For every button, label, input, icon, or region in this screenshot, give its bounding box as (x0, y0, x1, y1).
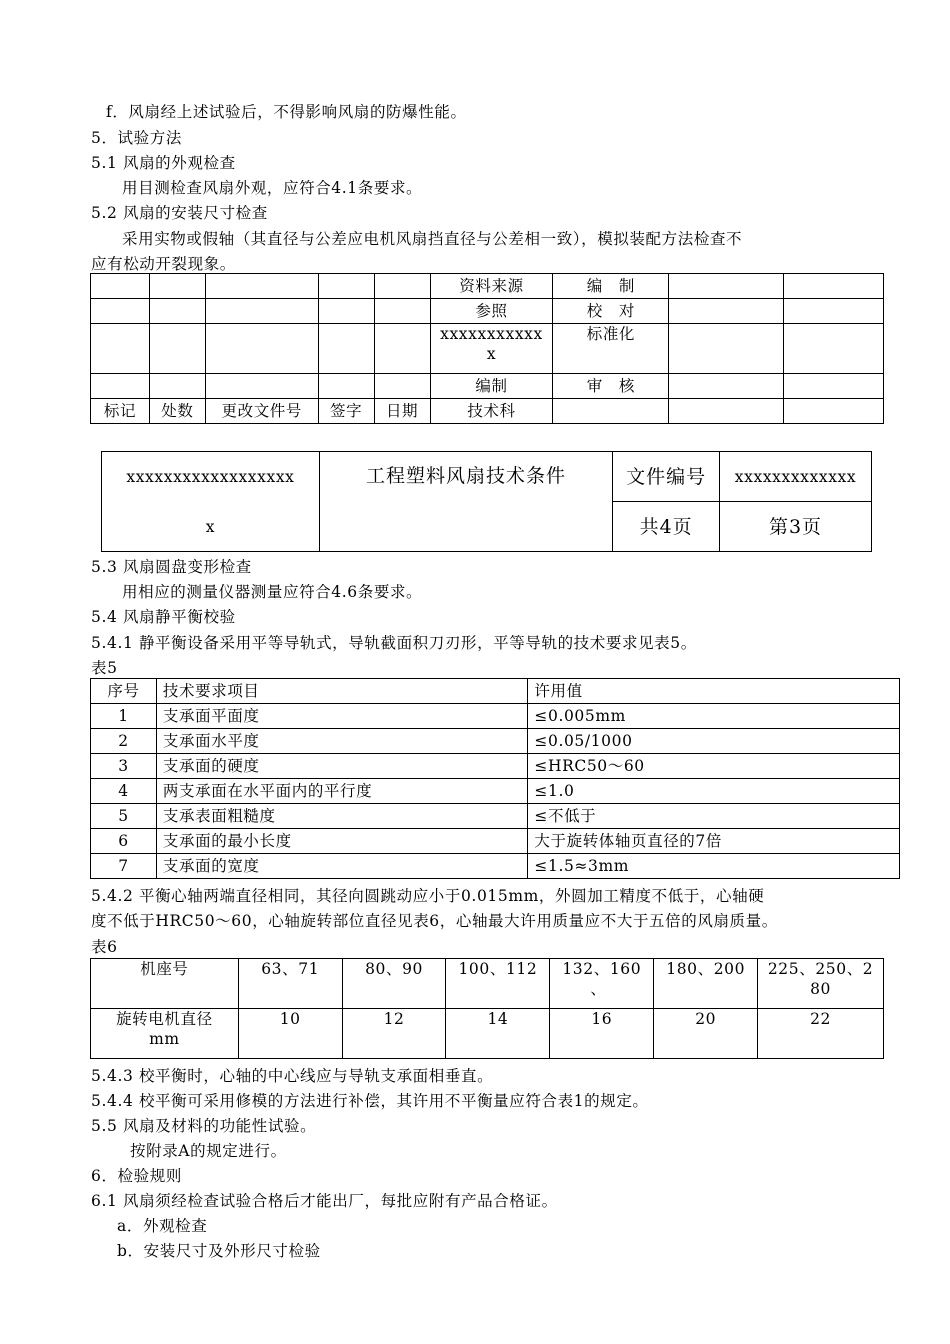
table5-cell: ≤0.005mm (528, 704, 900, 729)
table6-caption: 表6 (91, 938, 118, 956)
table6-cell: 10 (238, 1009, 342, 1059)
table5-header-item: 技术要求项目 (156, 679, 527, 704)
table5-cell: 支承面的硬度 (156, 754, 527, 779)
table5-cell: 3 (91, 754, 157, 779)
table5-cell: 大于旋转体轴页直径的7倍 (528, 829, 900, 854)
page-number: 第3页 (720, 502, 872, 552)
section-5-2-text-1: 采用实物或假轴（其直径与公差应电机风扇挡直径与公差相一致），模拟装配方法检查不 (122, 230, 743, 248)
table-row (91, 779, 900, 804)
revision-table (90, 273, 884, 424)
section-5-4-heading: 5.4 风扇静平衡校验 (91, 608, 236, 626)
section-5-4-2-text-1: 5.4.2 平衡心轴两端直径相同，其径向圆跳动应小于0.015mm，外圆加工精度不低于，心轴硬 (91, 887, 765, 905)
text-line-f: f．风扇经上述试验后，不得影响风扇的防爆性能。 (106, 103, 467, 121)
table6-cell: 22 (758, 1009, 884, 1059)
table6-cell-wrap: 、 (590, 980, 607, 998)
footer-tech-dept: 技术科 (430, 399, 553, 424)
table-row (91, 754, 900, 779)
table6-cell-text: 80、90 (365, 960, 424, 978)
table5-header-no: 序号 (91, 679, 157, 704)
table-row (91, 1009, 884, 1059)
table6-cell (238, 959, 342, 1009)
section-5-4-4-text: 5.4.4 校平衡可采用修模的方法进行补偿，其许用不平衡量应符合表1的规定。 (91, 1092, 649, 1110)
table5-cell: 1 (91, 704, 157, 729)
table6-row1-label: 机座号 (91, 959, 239, 1009)
footer-count: 处数 (149, 399, 205, 424)
doc-no-label: 文件编号 (613, 452, 720, 502)
org-code (102, 452, 320, 552)
reference-code-line1: xxxxxxxxxxx (440, 325, 543, 343)
table-row (91, 854, 900, 879)
footer-date: 日期 (374, 399, 430, 424)
table6-cell (342, 959, 446, 1009)
table5-cell: ≤1.5≈3mm (528, 854, 900, 879)
table5-cell: 5 (91, 804, 157, 829)
compiled-by-label: 编制 (430, 374, 553, 399)
source-label: 资料来源 (430, 274, 553, 299)
section-5-3-heading: 5.3 风扇圆盘变形检查 (91, 558, 252, 576)
table5-cell: 4 (91, 779, 157, 804)
table6-row2-label-line2: mm (149, 1030, 180, 1048)
table6-row2-label-line1: 旋转电机直径 (116, 1010, 213, 1028)
table6-cell-text: 180、200 (666, 960, 746, 978)
compile-label: 编 制 (553, 274, 669, 299)
document-title: 工程塑料风扇技术条件 (319, 452, 612, 552)
table6-cell (550, 959, 654, 1009)
table5-cell: 6 (91, 829, 157, 854)
section-5-2-text-2: 应有松动开裂现象。 (91, 255, 236, 273)
reference-code-line2: x (486, 345, 497, 363)
table5-cell: 支承面平面度 (156, 704, 527, 729)
table5-header-value: 许用值 (528, 679, 900, 704)
table5-cell: 7 (91, 854, 157, 879)
table5-cell: 支承面水平度 (156, 729, 527, 754)
section-5-3-text: 用相应的测量仪器测量应符合4.6条要求。 (122, 583, 423, 601)
reference-code (430, 324, 553, 374)
section-5-2-heading: 5.2 风扇的安装尺寸检查 (91, 204, 268, 222)
table6-cell-text: 63、71 (261, 960, 320, 978)
table6-cell: 16 (550, 1009, 654, 1059)
table6-cell (758, 959, 884, 1009)
section-5-4-1-text: 5.4.1 静平衡设备采用平等导轨式，导轨截面积刀刃形，平等导轨的技术要求见表5。 (91, 634, 697, 652)
section-5-4-3-text: 5.4.3 校平衡时，心轴的中心线应与导轨支承面相垂直。 (91, 1067, 494, 1085)
table6-cell (446, 959, 550, 1009)
table6 (90, 958, 884, 1059)
table6-cell: 14 (446, 1009, 550, 1059)
table5-cell: 支承面的宽度 (156, 854, 527, 879)
review-label: 审 核 (553, 374, 669, 399)
table6-cell-wrap: 80 (810, 980, 832, 998)
reference-label: 参照 (430, 299, 553, 324)
section-5-4-2-text-2: 度不低于HRC50～60，心轴旋转部位直径见表6，心轴最大许用质量应不大于五倍的风扇质量。 (91, 912, 778, 930)
table6-cell-text: 225、250、2 (767, 960, 874, 978)
footer-mark: 标记 (91, 399, 150, 424)
table5-cell: 支承面的最小长度 (156, 829, 527, 854)
footer-signature: 签字 (318, 399, 374, 424)
org-code-line1: xxxxxxxxxxxxxxxxxx (126, 467, 295, 486)
section-5-heading: 5．试验方法 (91, 129, 182, 147)
table6-cell (654, 959, 758, 1009)
table5-cell: 2 (91, 729, 157, 754)
section-5-5-text: 按附录A的规定进行。 (130, 1142, 287, 1160)
section-6-1-text: 6.1 风扇须经检查试验合格后才能出厂，每批应附有产品合格证。 (91, 1192, 558, 1210)
item-b: b．安装尺寸及外形尺寸检验 (117, 1242, 321, 1260)
standardize-label: 标准化 (553, 324, 669, 374)
table6-cell: 20 (654, 1009, 758, 1059)
table5-cell: ≤HRC50～60 (528, 754, 900, 779)
org-code-line2: x (205, 517, 216, 536)
table5-cell: ≤不低于 (528, 804, 900, 829)
table6-cell: 12 (342, 1009, 446, 1059)
table5-cell: ≤0.05/1000 (528, 729, 900, 754)
table6-cell-text: 100、112 (458, 960, 538, 978)
doc-no: xxxxxxxxxxxxx (720, 452, 872, 502)
footer-change-doc: 更改文件号 (205, 399, 318, 424)
table5-cell: ≤1.0 (528, 779, 900, 804)
table-row (91, 729, 900, 754)
document-header (101, 451, 872, 552)
check-label: 校 对 (553, 299, 669, 324)
table6-cell-text: 132、160 (562, 960, 642, 978)
item-a: a．外观检查 (117, 1217, 208, 1235)
table-row (91, 959, 884, 1009)
table6-row2-label (91, 1009, 239, 1059)
total-pages: 共4页 (613, 502, 720, 552)
table-row (91, 679, 900, 704)
section-6-heading: 6．检验规则 (91, 1167, 182, 1185)
section-5-5-heading: 5.5 风扇及材料的功能性试验。 (91, 1117, 317, 1135)
table5-cell: 两支承面在水平面内的平行度 (156, 779, 527, 804)
section-5-1-heading: 5.1 风扇的外观检查 (91, 154, 236, 172)
table-row (91, 804, 900, 829)
table5 (90, 678, 900, 879)
table-row (91, 704, 900, 729)
table5-cell: 支承表面粗糙度 (156, 804, 527, 829)
table-row (91, 829, 900, 854)
section-5-1-text: 用目测检查风扇外观，应符合4.1条要求。 (122, 179, 423, 197)
table5-caption: 表5 (91, 659, 118, 677)
